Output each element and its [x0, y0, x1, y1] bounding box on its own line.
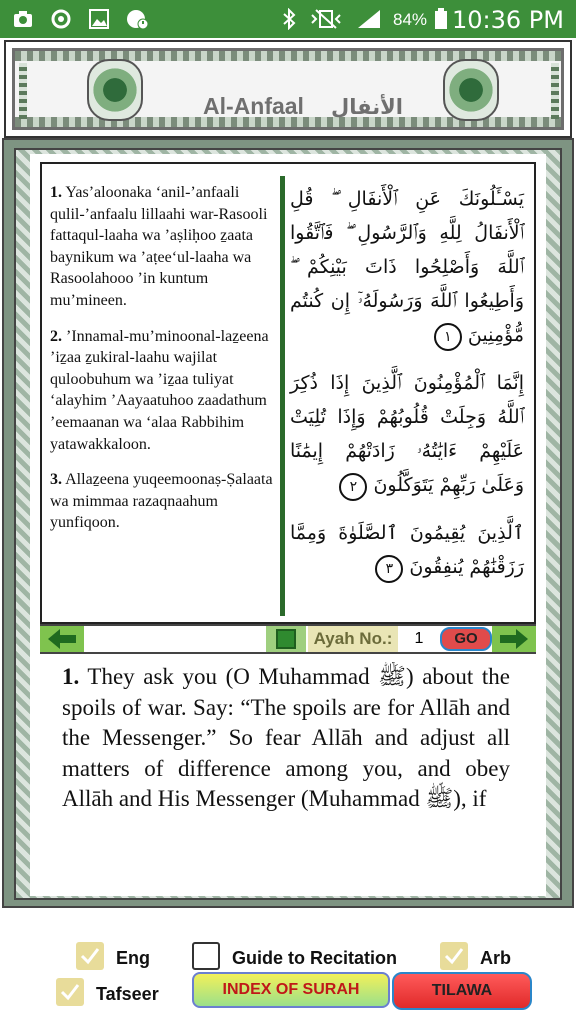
- transliteration-verse: [50, 326, 276, 456]
- status-bar: [0, 0, 576, 38]
- surah-title-arabic: الأنفال: [331, 95, 403, 119]
- clock: 10:36 PM: [452, 6, 564, 34]
- ayah-number-marker: ١: [434, 323, 462, 351]
- bluetooth-icon: [278, 8, 300, 30]
- guide-to-recitation-label: Guide to Recitation: [232, 948, 398, 968]
- transliteration-verse: [50, 182, 276, 312]
- ornament-medallion: [87, 59, 143, 121]
- eng-label: Eng: [116, 948, 150, 968]
- index-of-surah-button[interactable]: INDEX OF SURAH: [192, 972, 390, 1008]
- arb-label: Arb: [480, 948, 511, 968]
- column-divider: [280, 176, 285, 616]
- battery-icon: [434, 8, 448, 30]
- tilawa-button[interactable]: TILAWA: [392, 972, 532, 1010]
- ayah-navigation-bar: [40, 624, 536, 654]
- bookmark-icon: [276, 629, 296, 649]
- signal-icon: [356, 8, 382, 30]
- arabic-verse: [290, 516, 524, 584]
- verse-text: Allaẕeena yuqeemoonaṣ-Ṣalaata wa mimmaa razaqnaahum yunfiqoon.: [50, 471, 273, 532]
- battery-percentage: 84%: [393, 10, 428, 29]
- arrow-left-icon: [46, 627, 78, 651]
- arabic-verse-text: إِنَّمَا ٱلْمُؤْمِنُونَ ٱلَّذِينَ إِذَا ذُكِرَ ٱللَّهُ وَجِلَتْ قُلُوبُهُمْ وَإِذَا تُلِيَتْ عَلَيْهِمْ ءَايَٰتُهُۥ زَادَتْهُمْ إِيمَٰنًا وَعَلَىٰ رَبِّهِمْ يَتَوَكَّلُونَ: [290, 372, 524, 496]
- arabic-verse: [290, 182, 524, 352]
- ayah-number-marker: ٣: [375, 555, 403, 583]
- english-translation: [62, 662, 510, 838]
- verse-number: 1.: [50, 184, 62, 201]
- image-icon: [88, 8, 110, 30]
- translation-text: They ask you (O Muhammad ﷺ) about the spoils of war. Say: “The spoils are for Allāh and the Messenger.” So fear Allāh and adjust all matters of difference among you, and obey Allāh and His Messenger (Muhammad ﷺ), if: [62, 664, 510, 811]
- sync-icon: [50, 8, 72, 30]
- ayah-number-marker: ٢: [339, 473, 367, 501]
- verse-text: ’Innamal-mu’minoonal-laẕeena ’iẕaa ẕukiral-laahu wajilat quloobuhum wa ’iẕaa tuliyat ‘alayhim ’Aayaatuhoo zaadathum ’eemaanan wa ‘alaa Rabbihim yatawakkaloon.: [50, 327, 269, 453]
- ornament-medallion: [443, 59, 499, 121]
- alert-icon: [126, 8, 148, 30]
- verse-number: 3.: [50, 471, 62, 489]
- surah-header: [4, 40, 572, 138]
- ornament-bar: [551, 63, 559, 119]
- transliteration-verse: [50, 469, 276, 534]
- camera-icon: [12, 8, 34, 30]
- verse-panel: [40, 162, 536, 624]
- ornament-bar: [19, 63, 27, 119]
- translation-verse-number: 1.: [62, 664, 80, 689]
- surah-title-english: Al-Anfaal: [203, 93, 304, 119]
- ayah-number-input[interactable]: [402, 627, 436, 651]
- guide-to-recitation-checkbox[interactable]: [192, 942, 220, 970]
- eng-checkbox[interactable]: [76, 942, 104, 970]
- arabic-column: [290, 182, 524, 598]
- vibrate-icon: [310, 8, 342, 30]
- display-options: [0, 910, 576, 1024]
- tafseer-label: Tafseer: [96, 984, 159, 1004]
- previous-ayah-button[interactable]: [40, 626, 84, 652]
- arb-checkbox[interactable]: [440, 942, 468, 970]
- tafseer-checkbox[interactable]: [56, 978, 84, 1006]
- next-ayah-button[interactable]: [492, 626, 536, 652]
- check-icon: [79, 945, 101, 967]
- go-button[interactable]: GO: [440, 627, 492, 651]
- check-icon: [59, 981, 81, 1003]
- surah-title-plate: [12, 48, 564, 130]
- verse-text: Yas’aloonaka ‘anil-’anfaali qulil-’anfaalu lillaahi war-Rasooli fattaqul-laaha wa ’aṣliḥoo ẕaata baynikum wa ’aṭee‘ul-laaha wa Rasoolahooo ’in kuntum mu’mineen.: [50, 184, 268, 309]
- arabic-verse: [290, 366, 524, 502]
- arrow-right-icon: [498, 627, 530, 651]
- check-icon: [443, 945, 465, 967]
- arabic-verse-text: ٱلَّذِينَ يُقِيمُونَ ٱلصَّلَوٰةَ وَمِمَّا رَزَقْنَٰهُمْ يُنفِقُونَ: [290, 522, 524, 578]
- verse-number: 2.: [50, 327, 62, 345]
- bookmark-button[interactable]: [266, 626, 306, 652]
- transliteration-column: [50, 182, 276, 548]
- ayah-number-label: Ayah No.:: [308, 626, 398, 652]
- arabic-verse-text: يَسْـَٔلُونَكَ عَنِ ٱلْأَنفَالِ ۖ قُلِ ٱلْأَنفَالُ لِلَّهِ وَٱلرَّسُولِ ۖ فَٱتَّقُوا ٱللَّهَ وَأَصْلِحُوا ذَاتَ بَيْنِكُمْ ۖ وَأَطِيعُوا ٱللَّهَ وَرَسُولَهُۥٓ إِن كُنتُم مُّؤْمِنِينَ: [290, 188, 524, 346]
